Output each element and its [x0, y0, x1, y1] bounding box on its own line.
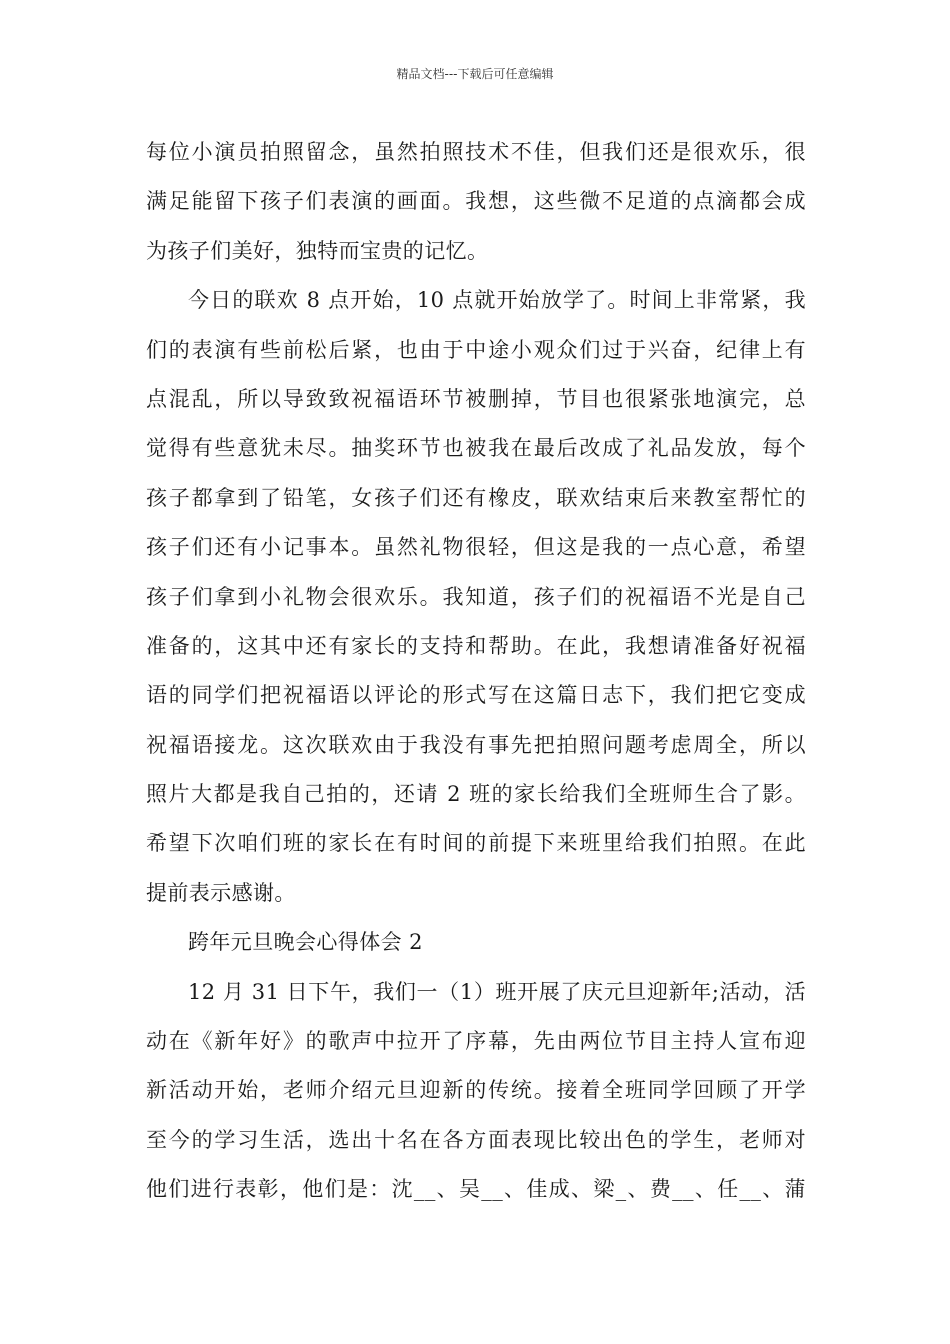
text-line: 孩子都拿到了铅笔，女孩子们还有橡皮，联欢结束后来教室帮忙的: [146, 485, 806, 510]
text-line: 为孩子们美好，独特而宝贵的记忆。: [146, 238, 489, 263]
page-header: 精品文档---下载后可任意编辑: [396, 67, 554, 81]
text-line: 12 月 31 日下午，我们一（1）班开展了庆元旦迎新年;活动，活: [188, 979, 806, 1004]
text-line: 准备的，这其中还有家长的支持和帮助。在此，我想请准备好祝福: [146, 633, 806, 658]
text-line: 照片大都是我自己拍的，还请 2 班的家长给我们全班师生合了影。: [146, 782, 806, 807]
text-line: 点混乱，所以导致致祝福语环节被删掉，节目也很紧张地演完，总: [146, 386, 806, 411]
text-line: 孩子们还有小记事本。虽然礼物很轻，但这是我的一点心意，希望: [146, 535, 806, 560]
text-line: 满足能留下孩子们表演的画面。我想，这些微不足道的点滴都会成: [146, 189, 806, 214]
text-line: 今日的联欢 8 点开始，10 点就开始放学了。时间上非常紧，我: [188, 288, 806, 313]
text-line: 他们进行表彰，他们是：沈__、吴__、佳成、梁_、费__、任__、蒲: [146, 1177, 806, 1202]
text-line: 动在《新年好》的歌声中拉开了序幕，先由两位节目主持人宣布迎: [146, 1029, 806, 1054]
text-line: 每位小演员拍照留念，虽然拍照技术不佳，但我们还是很欢乐，很: [146, 140, 806, 164]
text-line: 觉得有些意犹未尽。抽奖环节也被我在最后改成了礼品发放，每个: [146, 436, 806, 461]
text-line: 语的同学们把祝福语以评论的形式写在这篇日志下，我们把它变成: [146, 683, 806, 708]
text-line: 祝福语接龙。这次联欢由于我没有事先把拍照问题考虑周全，所以: [146, 732, 806, 757]
text-line: 跨年元旦晚会心得体会 2: [188, 930, 423, 955]
text-line: 孩子们拿到小礼物会很欢乐。我知道，孩子们的祝福语不光是自己: [146, 584, 806, 609]
text-line: 希望下次咱们班的家长在有时间的前提下来班里给我们拍照。在此: [146, 831, 806, 856]
text-line: 新活动开始，老师介绍元旦迎新的传统。接着全班同学回顾了开学: [146, 1078, 806, 1103]
text-line: 提前表示感谢。: [146, 880, 296, 905]
document-body: [146, 128, 806, 1215]
text-line: 至今的学习生活，选出十名在各方面表现比较出色的学生，老师对: [146, 1127, 806, 1152]
text-line: 们的表演有些前松后紧，也由于中途小观众们过于兴奋，纪律上有: [146, 337, 806, 362]
